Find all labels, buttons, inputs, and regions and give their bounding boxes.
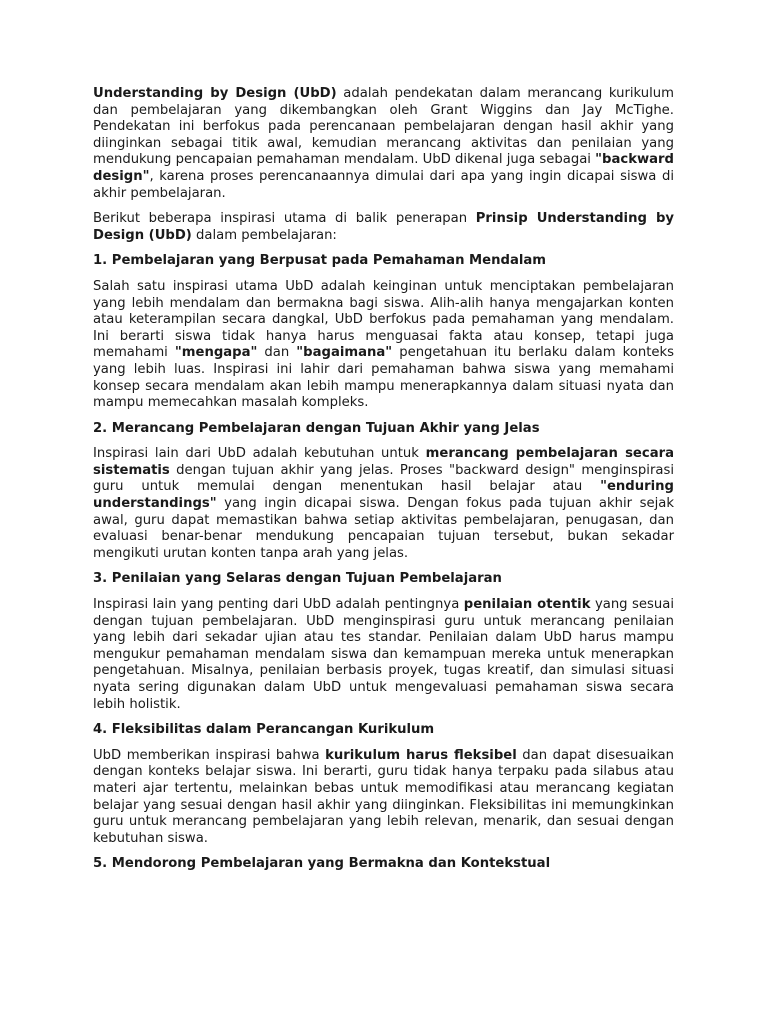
s4-text-1: UbD memberikan inspirasi bahwa [93, 747, 326, 763]
section-1-heading: 1. Pembelajaran yang Berpusat pada Pemahaman Mendalam [93, 253, 546, 269]
s2-text-2: dengan tujuan akhir yang jelas. Proses "backward design" menginspirasi guru untuk memulai dengan menentukan hasil belajar atau [93, 462, 674, 495]
section-3-heading: 3. Penilaian yang Selaras dengan Tujuan Pembelajaran [93, 571, 502, 587]
backward-design-term: "backward design" [93, 152, 674, 184]
s2-bold-2: "enduring understandings" [93, 479, 674, 512]
section-4-heading: 4. Fleksibilitas dalam Perancangan Kurikulum [93, 722, 435, 738]
s3-text-2: yang sesuai dengan tujuan pembelajaran. UbD menginspirasi guru untuk merancang penilaian yang lebih dari sekadar ujian atau tes standar. Penilaian dalam UbD harus mampu mengukur pemahaman mendalam siswa dan kemampuan mereka untuk menerapkan pengetahuan. Misalnya, penilaian berbasis proyek, tugas kreatif, dan simulasi situasi nyata sering digunakan dalam UbD untuk mengevaluasi pemahaman siswa secara lebih holistik. [93, 597, 674, 712]
s1-bold-2: "bagaimana" [296, 345, 393, 361]
intro-term: Understanding by Design (UbD) [93, 86, 337, 101]
lead-text-2: dalam pembelajaran: [191, 227, 337, 243]
section-1-paragraph [93, 279, 674, 412]
section-2-heading: 2. Merancang Pembelajaran dengan Tujuan Akhir yang Jelas [93, 420, 540, 436]
intro-text-2: , karena proses perencanaannya dimulai dari apa yang ingin dicapai siswa di akhir pembelajaran. [93, 168, 674, 201]
s2-text-3: yang ingin dicapai siswa. Dengan fokus pada tujuan akhir sejak awal, guru dapat memastikan bahwa setiap aktivitas pembelajaran, penugasan, dan evaluasi benar-benar mendukung pencapaian tujuan tersebut, bukan sekadar mengikuti urutan konten tanpa arah yang jelas. [93, 496, 674, 561]
section-5-heading: 5. Mendorong Pembelajaran yang Bermakna dan Kontekstual [93, 856, 551, 872]
lead-paragraph [93, 211, 674, 244]
s2-bold-1: merancang pembelajaran secara sistematis [93, 446, 674, 478]
s1-bold-1: "mengapa" [174, 345, 258, 361]
s2-text-1: Inspirasi lain dari UbD adalah kebutuhan untuk [93, 446, 426, 462]
s1-text-3: pengetahuan itu berlaku dalam konteks yang lebih luas. Inspirasi ini lahir dari pemahaman bahwa siswa yang memahami konsep secara mendalam akan lebih mampu menerapkannya dalam situasi nyata dan mampu memecahkan masalah kompleks. [93, 345, 674, 411]
section-4-paragraph [93, 748, 674, 848]
s1-text-1: Salah satu inspirasi utama UbD adalah keinginan untuk menciptakan pembelajaran yang lebih mendalam dan bermakna bagi siswa. Alih-alih hanya mengajarkan konten atau keterampilan secara dangkal, UbD berfokus pada pemahaman yang mendalam. Ini berarti siswa tidak hanya harus menguasai fakta atau konsep, tetapi juga memahami [93, 278, 674, 361]
intro-paragraph [93, 86, 674, 202]
s1-text-2: dan [257, 345, 297, 361]
lead-text-1: Berikut beberapa inspirasi utama di balik penerapan [93, 211, 476, 227]
section-3-paragraph [93, 597, 674, 713]
s4-text-2: dan dapat disesuaikan dengan konteks belajar siswa. Ini berarti, guru tidak hanya terpaku pada silabus atau materi ajar tertentu, melainkan bebas untuk memodifikasi atau merancang kegiatan belajar yang sesuai dengan hasil akhir yang diinginkan. Fleksibilitas ini memungkinkan guru untuk merancang pembelajaran yang lebih relevan, menarik, dan sesuai dengan kebutuhan siswa. [93, 747, 675, 846]
section-2-paragraph [93, 446, 674, 562]
s3-text-1: Inspirasi lain yang penting dari UbD adalah pentingnya [93, 597, 464, 613]
s3-bold-1: penilaian otentik [463, 597, 591, 613]
lead-bold: Prinsip Understanding by Design (UbD) [93, 211, 674, 243]
intro-text-1: adalah pendekatan dalam merancang kurikulum dan pembelajaran yang dikembangkan oleh Grant Wiggins dan Jay McTighe. Pendekatan ini berfokus pada perencanaan pembelajaran dengan hasil akhir yang diinginkan sebagai titik awal, kemudian merancang aktivitas dan penilaian yang mendukung pencapaian pemahaman mendalam. UbD dikenal juga sebagai [93, 86, 675, 168]
s4-bold-1: kurikulum harus fleksibel [325, 747, 517, 763]
